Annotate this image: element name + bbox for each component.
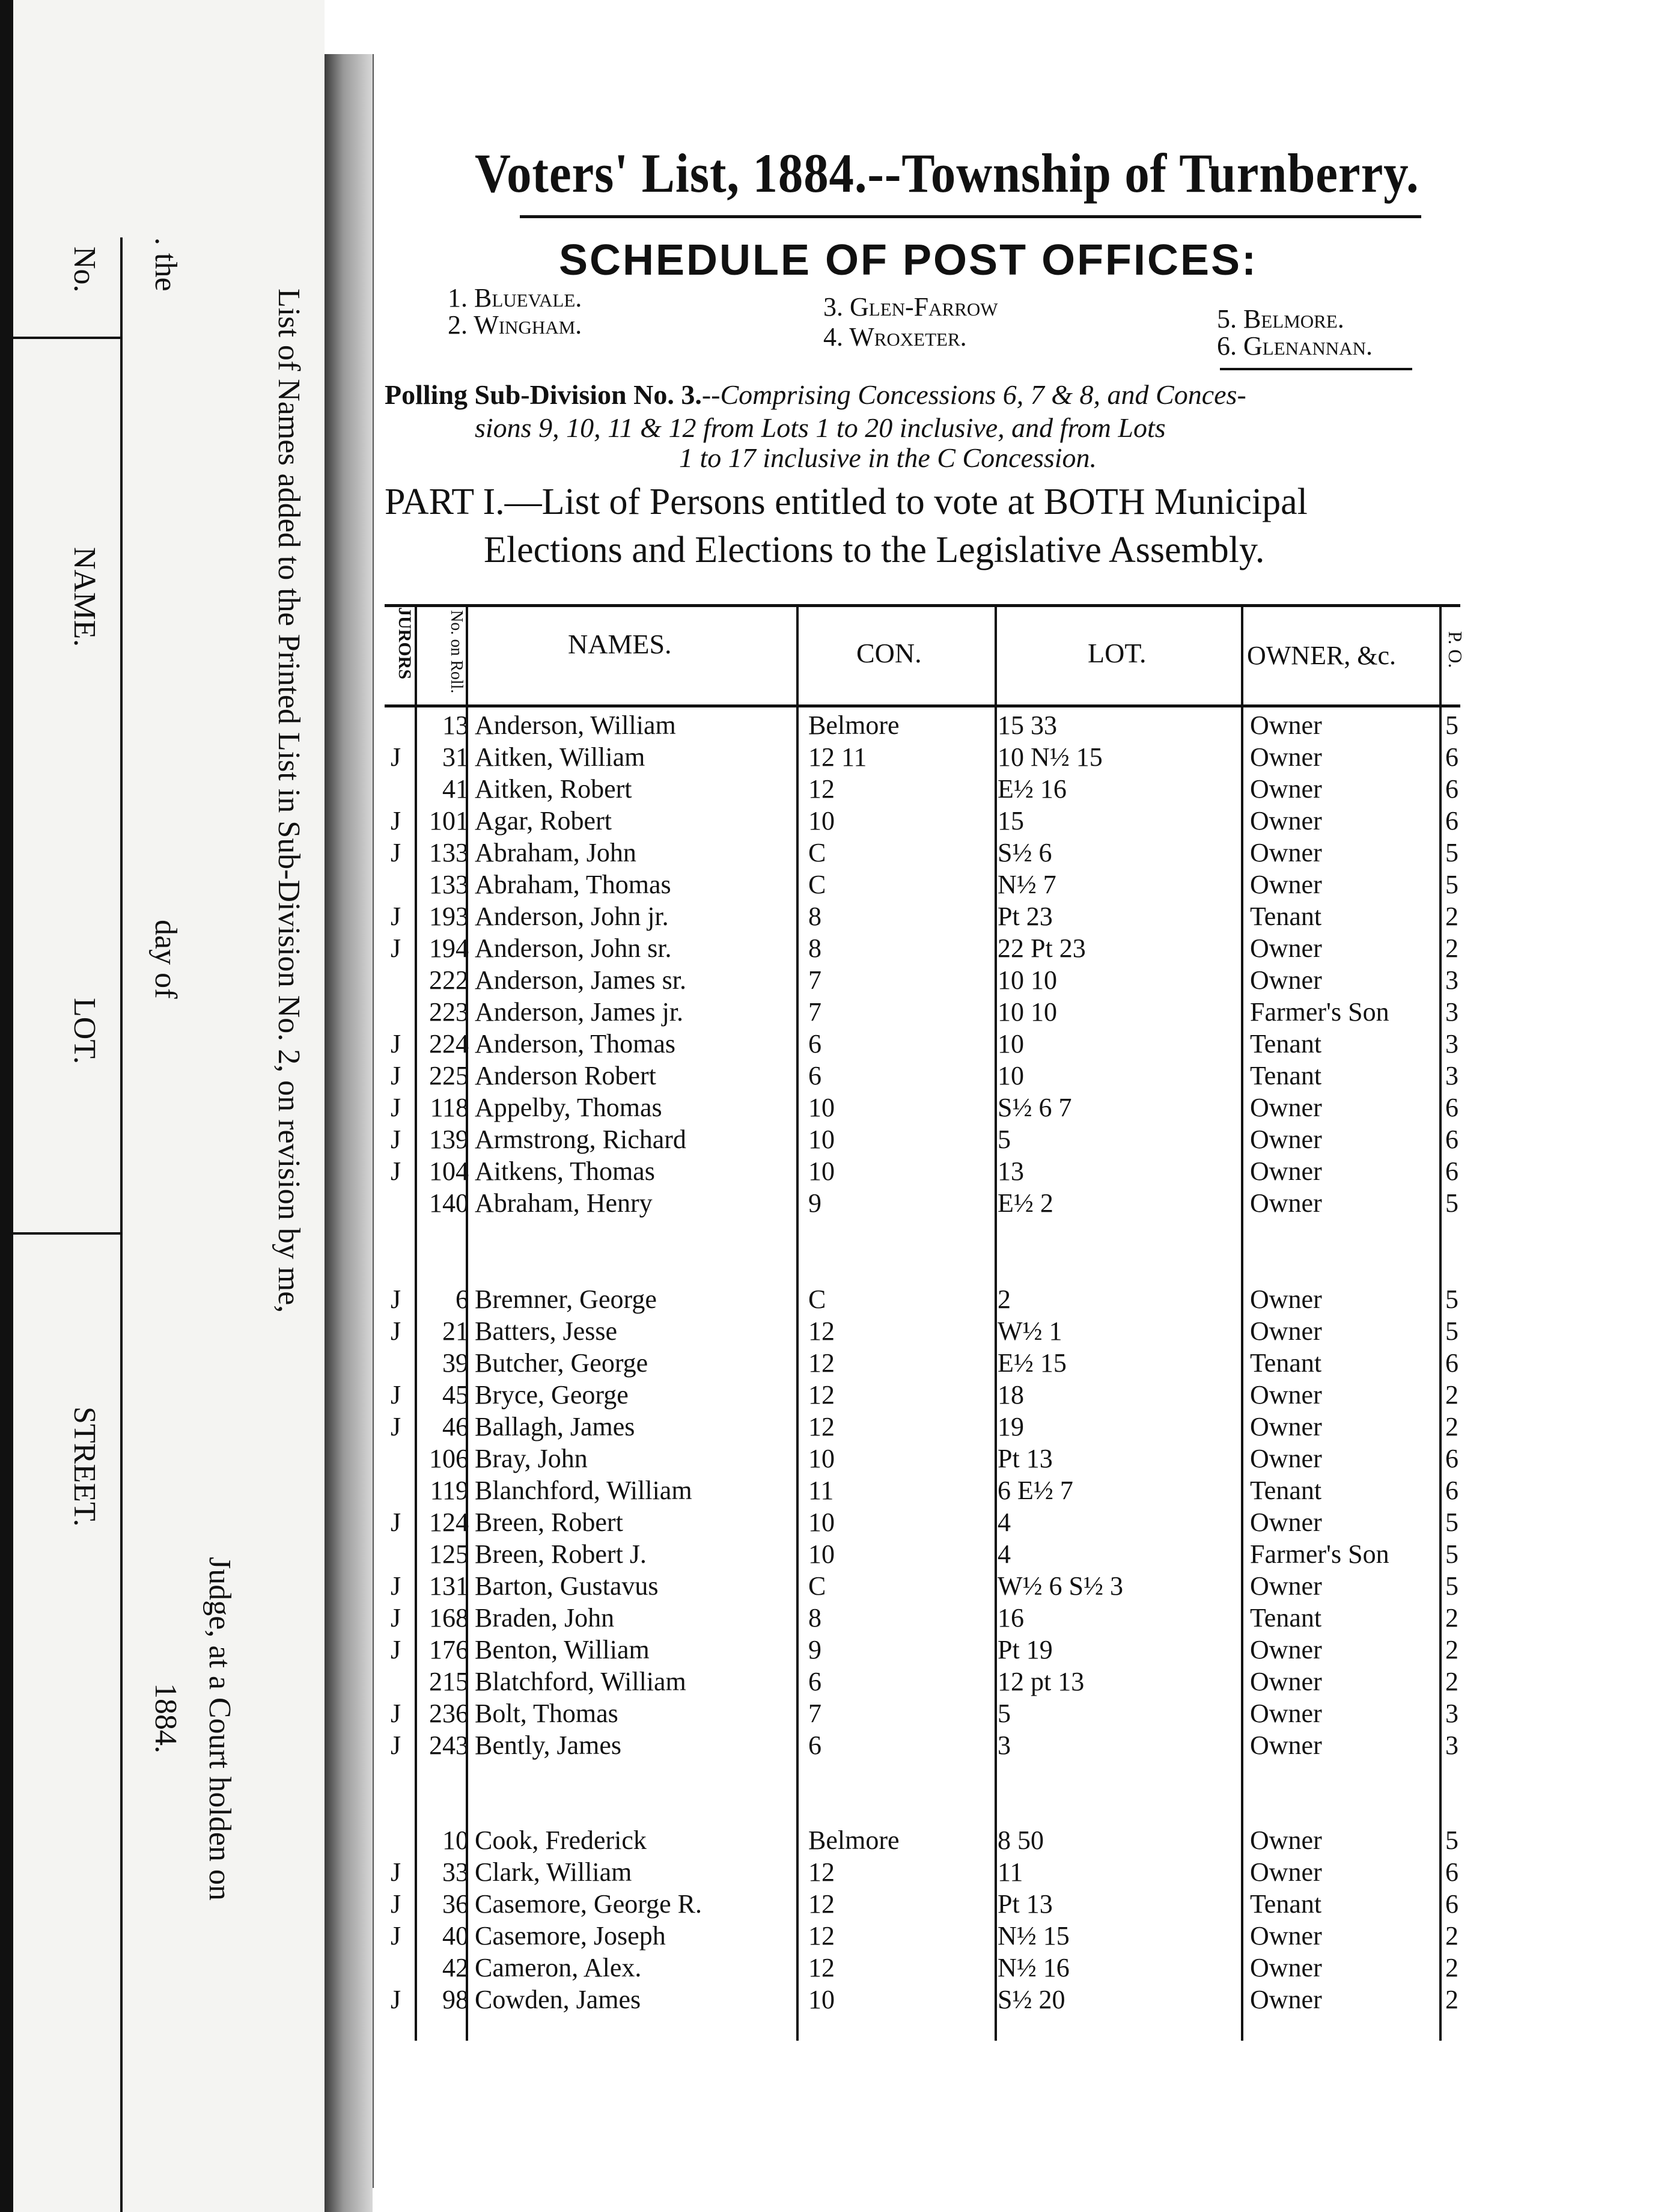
cell-j: J [391,1699,401,1728]
cell-j: J [391,1508,401,1537]
cell-no: 101 [429,806,469,836]
cell-j: J [391,806,401,836]
cell-lot: 10 [998,1061,1024,1090]
cell-po: 6 [1445,742,1458,772]
cell-no: 31 [442,742,469,772]
cell-con: 9 [808,1188,821,1218]
cell-owner: Owner [1250,1285,1322,1314]
cell-con: 8 [808,933,821,963]
cell-lot: W½ 1 [998,1316,1062,1346]
cell-lot: 15 [998,806,1024,836]
left-form-divider [13,337,120,339]
cell-po: 6 [1445,1093,1458,1122]
left-col-name: NAME. [67,547,102,647]
left-col-lot: LOT. [67,998,102,1065]
cell-name: Breen, Robert J. [475,1539,647,1569]
cell-po: 5 [1445,710,1458,740]
cell-con: 12 [808,1889,835,1919]
cell-owner: Tenant [1250,1603,1322,1633]
cell-po: 3 [1445,1061,1458,1090]
cell-lot: S½ 20 [998,1985,1065,2014]
cell-lot: 11 [998,1857,1023,1887]
cell-po: 2 [1445,902,1458,931]
cell-po: 6 [1445,1348,1458,1378]
cell-po: 2 [1445,933,1458,963]
cell-po: 5 [1445,838,1458,867]
cell-name: Abraham, Henry [475,1188,653,1218]
cell-no: 168 [429,1603,469,1633]
cell-lot: 16 [998,1603,1024,1633]
cell-name: Abraham, Thomas [475,870,671,899]
cell-con: Belmore [808,1826,900,1855]
cell-no: 98 [442,1985,469,2014]
cell-owner: Owner [1250,1857,1322,1887]
cell-po: 6 [1445,1476,1458,1505]
title-rule [520,215,1421,218]
cell-no: 119 [430,1476,469,1505]
cell-no: 140 [429,1188,469,1218]
cell-no: 40 [442,1921,469,1951]
cell-con: 10 [808,1156,835,1186]
cell-no: 46 [442,1412,469,1441]
cell-name: Abraham, John [475,838,636,867]
cell-con: 9 [808,1635,821,1664]
cell-con: 12 11 [808,742,867,772]
cell-name: Bremner, George [475,1285,657,1314]
cell-name: Anderson, James sr. [475,965,686,995]
cell-lot: 10 N½ 15 [998,742,1103,772]
cell-po: 6 [1445,1889,1458,1919]
cell-no: 131 [429,1571,469,1601]
cell-lot: Pt 19 [998,1635,1053,1664]
cell-po: 3 [1445,1029,1458,1059]
cell-po: 5 [1445,1571,1458,1601]
cell-po: 5 [1445,1539,1458,1569]
cell-po: 6 [1445,1857,1458,1887]
cell-po: 2 [1445,1953,1458,1982]
cell-j: J [391,1412,401,1441]
cell-name: Casemore, Joseph [475,1921,666,1951]
cell-lot: 4 [998,1539,1011,1569]
schedule-rule [1220,368,1412,370]
cell-lot: 5 [998,1125,1011,1154]
cell-lot: 5 [998,1699,1011,1728]
cell-po: 6 [1445,1444,1458,1473]
cell-con: 10 [808,806,835,836]
cell-no: 124 [429,1508,469,1537]
col-rule [796,604,799,2041]
cell-name: Anderson Robert [475,1061,656,1090]
cell-con: 12 [808,1921,835,1951]
cell-name: Benton, William [475,1635,650,1664]
cell-lot: Pt 13 [998,1444,1053,1473]
cell-j: J [391,1380,401,1410]
polling-line-1 [385,379,1246,411]
cell-con: 6 [808,1029,821,1059]
cell-no: 21 [442,1316,469,1346]
cell-name: Aitken, Robert [475,774,632,804]
post-office-4: 4. Wroxeter. [823,322,967,352]
cell-name: Bolt, Thomas [475,1699,618,1728]
cell-j: J [391,838,401,867]
cell-con: 12 [808,1348,835,1378]
cell-lot: Pt 13 [998,1889,1053,1919]
cell-lot: 15 33 [998,710,1057,740]
cell-no: 33 [442,1857,469,1887]
cell-con: 12 [808,774,835,804]
cell-j: J [391,1061,401,1090]
cell-con: 12 [808,1953,835,1982]
cell-name: Bently, James [475,1731,621,1760]
cell-no: 176 [429,1635,469,1664]
cell-con: 10 [808,1539,835,1569]
left-line-judge: Judge, at a Court holden on [203,1557,237,1901]
cell-no: 41 [442,774,469,804]
header-owner: OWNER, &c. [1247,641,1397,670]
cell-con: 10 [808,1093,835,1122]
col-rule [995,604,997,2041]
cell-lot: N½ 15 [998,1921,1070,1951]
cell-name: Anderson, Thomas [475,1029,676,1059]
polling-text-1: --Comprising Concessions 6, 7 & 8, and Conces- [701,379,1246,410]
cell-con: 8 [808,902,821,931]
cell-owner: Owner [1250,870,1322,899]
cell-name: Agar, Robert [475,806,612,836]
cell-name: Armstrong, Richard [475,1125,686,1154]
cell-po: 5 [1445,1508,1458,1537]
cell-no: 39 [442,1348,469,1378]
header-po: P. O. [1445,631,1466,668]
cell-po: 5 [1445,1188,1458,1218]
cell-lot: E½ 2 [998,1188,1053,1218]
cell-j: J [391,1635,401,1664]
cell-name: Ballagh, James [475,1412,635,1441]
cell-owner: Owner [1250,806,1322,836]
left-line-year: 1884. [148,1683,183,1753]
cell-j: J [391,742,401,772]
cell-no: 222 [429,965,469,995]
post-office-5: 5. Belmore. [1217,304,1344,334]
cell-name: Anderson, John jr. [475,902,669,931]
cell-j: J [391,1125,401,1154]
cell-po: 3 [1445,1699,1458,1728]
header-lot: LOT. [1088,638,1147,668]
left-page-edge [0,0,13,2212]
cell-con: 6 [808,1061,821,1090]
left-col-no: No. [67,246,102,293]
header-con: CON. [856,638,922,668]
header-names: NAMES. [568,629,672,659]
cell-owner: Tenant [1250,1476,1322,1505]
cell-owner: Owner [1250,1316,1322,1346]
cell-j: J [391,1731,401,1760]
cell-owner: Owner [1250,1571,1322,1601]
polling-line-2: sions 9, 10, 11 & 12 from Lots 1 to 20 inclusive, and from Lots [475,412,1166,443]
cell-lot: Pt 23 [998,902,1053,931]
cell-name: Braden, John [475,1603,615,1633]
cell-owner: Owner [1250,1156,1322,1186]
cell-no: 36 [442,1889,469,1919]
left-line-day-of: day of [148,920,183,999]
cell-con: 7 [808,1699,821,1728]
schedule-title: SCHEDULE OF POST OFFICES: [559,236,1258,284]
cell-name: Aitkens, Thomas [475,1156,655,1186]
cell-owner: Owner [1250,1188,1322,1218]
cell-no: 236 [429,1699,469,1728]
part-line-1: PART I.—List of Persons entitled to vote at BOTH Municipal [385,481,1308,522]
cell-no: 225 [429,1061,469,1090]
cell-po: 2 [1445,1603,1458,1633]
cell-po: 2 [1445,1667,1458,1696]
cell-po: 5 [1445,1285,1458,1314]
cell-j: J [391,1093,401,1122]
cell-owner: Owner [1250,1635,1322,1664]
cell-po: 6 [1445,774,1458,804]
cell-j: J [391,1889,401,1919]
cell-name: Anderson, William [475,710,676,740]
cell-lot: 8 50 [998,1826,1044,1855]
left-form-rule [120,237,123,2212]
cell-name: Butcher, George [475,1348,648,1378]
cell-po: 5 [1445,1826,1458,1855]
cell-owner: Tenant [1250,902,1322,931]
cell-name: Blanchford, William [475,1476,692,1505]
header-jurors: JURORS [395,607,415,680]
cell-owner: Owner [1250,1667,1322,1696]
cell-con: 10 [808,1508,835,1537]
cell-owner: Owner [1250,1731,1322,1760]
cell-owner: Owner [1250,1921,1322,1951]
cell-owner: Owner [1250,1508,1322,1537]
left-form-divider [13,1232,120,1235]
cell-no: 193 [429,902,469,931]
cell-con: 12 [808,1857,835,1887]
cell-owner: Owner [1250,1985,1322,2014]
cell-po: 5 [1445,870,1458,899]
cell-owner: Owner [1250,838,1322,867]
cell-con: C [808,870,826,899]
cell-j: J [391,1603,401,1633]
cell-no: 139 [429,1125,469,1154]
cell-lot: 18 [998,1380,1024,1410]
cell-j: J [391,1571,401,1601]
cell-lot: 6 E½ 7 [998,1476,1073,1505]
cell-lot: S½ 6 7 [998,1093,1072,1122]
left-col-street: STREET. [67,1407,102,1527]
cell-lot: S½ 6 [998,838,1052,867]
cell-lot: 10 10 [998,997,1057,1027]
post-office-1: 1. Bluevale. [448,283,582,313]
cell-po: 6 [1445,1125,1458,1154]
cell-no: 42 [442,1953,469,1982]
cell-name: Appelby, Thomas [475,1093,662,1122]
cell-j: J [391,1985,401,2014]
cell-j: J [391,1029,401,1059]
cell-no: 224 [429,1029,469,1059]
cell-lot: 10 10 [998,965,1057,995]
cell-owner: Owner [1250,774,1322,804]
cell-name: Cowden, James [475,1985,641,2014]
col-rule [1439,604,1442,2041]
cell-po: 3 [1445,997,1458,1027]
cell-con: 8 [808,1603,821,1633]
cell-name: Breen, Robert [475,1508,623,1537]
cell-j: J [391,1316,401,1346]
cell-no: 215 [429,1667,469,1696]
cell-con: 12 [808,1412,835,1441]
cell-lot: 22 Pt 23 [998,933,1086,963]
cell-no: 223 [429,997,469,1027]
cell-owner: Tenant [1250,1029,1322,1059]
cell-no: 243 [429,1731,469,1760]
cell-owner: Owner [1250,965,1322,995]
cell-no: 133 [429,838,469,867]
left-line-list: List of Names added to the Printed List in Sub-Division No. 2, on revision by me, [272,289,306,1313]
cell-po: 6 [1445,806,1458,836]
cell-no: 118 [430,1093,469,1122]
cell-name: Casemore, George R. [475,1889,702,1919]
cell-lot: 2 [998,1285,1011,1314]
table-top-rule [385,604,1460,607]
cell-con: 12 [808,1316,835,1346]
cell-owner: Owner [1250,742,1322,772]
cell-con: 10 [808,1985,835,2014]
cell-lot: 13 [998,1156,1024,1186]
cell-no: 6 [456,1285,469,1314]
cell-lot: 12 pt 13 [998,1667,1085,1696]
col-rule [1241,604,1243,2041]
cell-po: 3 [1445,965,1458,995]
cell-po: 2 [1445,1921,1458,1951]
cell-name: Clark, William [475,1857,632,1887]
cell-con: C [808,838,826,867]
cell-owner: Owner [1250,933,1322,963]
cell-name: Cook, Frederick [475,1826,647,1855]
cell-con: 10 [808,1125,835,1154]
cell-con: 6 [808,1667,821,1696]
cell-owner: Owner [1250,1699,1322,1728]
cell-lot: 19 [998,1412,1024,1441]
cell-no: 106 [429,1444,469,1473]
cell-owner: Tenant [1250,1061,1322,1090]
cell-name: Anderson, John sr. [475,933,672,963]
cell-lot: 4 [998,1508,1011,1537]
cell-owner: Farmer's Son [1250,997,1389,1027]
page-title: Voters' List, 1884.--Township of Turnberry. [475,142,1419,204]
cell-owner: Tenant [1250,1348,1322,1378]
cell-con: 7 [808,997,821,1027]
cell-con: 10 [808,1444,835,1473]
header-no-on-roll: No. on Roll. [447,610,466,694]
cell-po: 6 [1445,1156,1458,1186]
cell-owner: Owner [1250,1093,1322,1122]
cell-owner: Owner [1250,1380,1322,1410]
cell-po: 2 [1445,1635,1458,1664]
cell-owner: Farmer's Son [1250,1539,1389,1569]
cell-name: Barton, Gustavus [475,1571,659,1601]
cell-owner: Owner [1250,1125,1322,1154]
left-line-the: . the [148,237,183,292]
cell-j: J [391,1156,401,1186]
cell-owner: Owner [1250,1826,1322,1855]
cell-j: J [391,1285,401,1314]
cell-po: 2 [1445,1985,1458,2014]
cell-owner: Owner [1250,1444,1322,1473]
cell-j: J [391,1857,401,1887]
cell-name: Bray, John [475,1444,588,1473]
cell-name: Blatchford, William [475,1667,686,1696]
cell-owner: Owner [1250,1953,1322,1982]
cell-lot: N½ 16 [998,1953,1070,1982]
cell-j: J [391,933,401,963]
post-office-6: 6. Glenannan. [1217,331,1373,361]
cell-no: 125 [429,1539,469,1569]
cell-lot: E½ 15 [998,1348,1067,1378]
cell-no: 45 [442,1380,469,1410]
cell-con: 7 [808,965,821,995]
polling-line-3: 1 to 17 inclusive in the C Concession. [679,442,1097,473]
cell-j: J [391,902,401,931]
cell-no: 194 [429,933,469,963]
cell-owner: Owner [1250,1412,1322,1441]
polling-heading: Polling Sub-Division No. 3. [385,379,702,410]
cell-lot: 3 [998,1731,1011,1760]
cell-no: 10 [442,1826,469,1855]
part-line-2: Elections and Elections to the Legislative Assembly. [484,530,1265,570]
cell-name: Cameron, Alex. [475,1953,642,1982]
cell-name: Bryce, George [475,1380,629,1410]
cell-con: 11 [808,1476,834,1505]
cell-no: 104 [429,1156,469,1186]
post-office-3: 3. Glen-Farrow [823,292,998,322]
cell-name: Aitken, William [475,742,645,772]
cell-po: 2 [1445,1380,1458,1410]
cell-owner: Owner [1250,710,1322,740]
cell-po: 3 [1445,1731,1458,1760]
table-header-rule [385,704,1460,707]
cell-no: 133 [429,870,469,899]
cell-owner: Tenant [1250,1889,1322,1919]
cell-name: Anderson, James jr. [475,997,684,1027]
cell-lot: N½ 7 [998,870,1056,899]
post-office-2: 2. Wingham. [448,310,582,340]
cell-lot: W½ 6 S½ 3 [998,1571,1123,1601]
cell-con: C [808,1571,826,1601]
cell-con: 6 [808,1731,821,1760]
cell-po: 5 [1445,1316,1458,1346]
cell-lot: 10 [998,1029,1024,1059]
cell-name: Batters, Jesse [475,1316,618,1346]
cell-con: Belmore [808,710,900,740]
cell-j: J [391,1921,401,1951]
cell-lot: E½ 16 [998,774,1067,804]
book-gutter [325,54,373,2212]
cell-po: 2 [1445,1412,1458,1441]
cell-con: C [808,1285,826,1314]
cell-con: 12 [808,1380,835,1410]
cell-no: 13 [442,710,469,740]
